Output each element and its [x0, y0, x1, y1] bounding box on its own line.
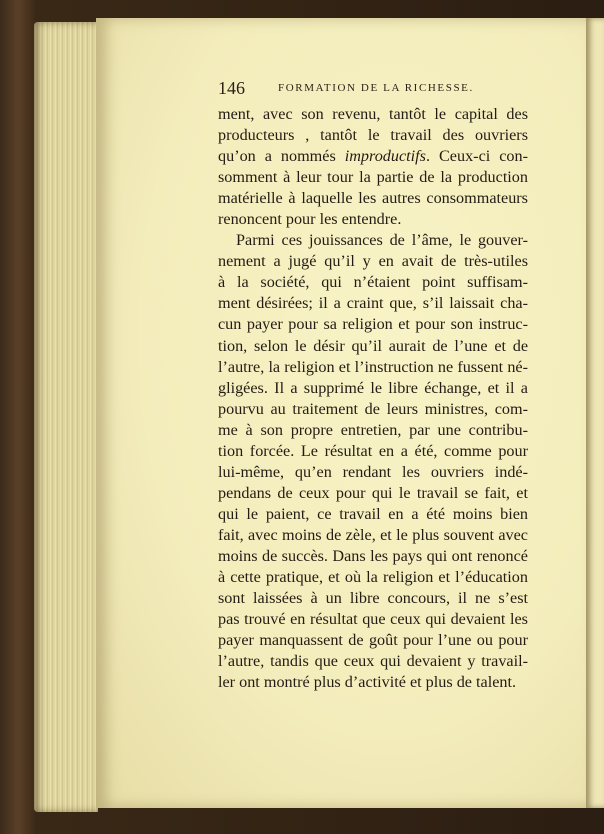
text-line: me à son propre entretien, par une contribu-: [218, 420, 528, 439]
text-line: qui le paient, ce travail en a été moins bien: [218, 504, 528, 523]
page-edges: [34, 22, 98, 812]
text-line: ler ont montré plus d’activité et plus de talent.: [218, 673, 517, 692]
text-line: ment, avec son revenu, tantôt le capital des: [218, 105, 528, 123]
facing-page-edge: [586, 18, 604, 808]
text-line: sont laissées à un libre concours, il ne s’est: [218, 589, 528, 608]
text-line: fait, avec moins de zèle, et le plus souvent avec: [218, 525, 528, 544]
text-line: nement a jugé qu’il y en avait de très-utiles: [218, 252, 528, 271]
text-line: payer manquassent de goût pour l’une ou pour: [218, 631, 528, 650]
text-line: pourvu au traitement de leurs ministres, com-: [218, 399, 528, 418]
text-line: somment à leur tour la partie de la production: [218, 168, 528, 187]
text-line: matérielle à laquelle les autres consommateurs: [218, 189, 528, 208]
text-line: pas trouvé en résultat que ceux qui devaient les: [218, 610, 528, 629]
text-line: moins de succès. Dans les pays qui ont renoncé: [218, 546, 528, 565]
text-line: à cette pratique, et où la religion et l’éducation: [218, 568, 528, 587]
text-line: gligées. Il a supprimé le libre échange, et il a: [218, 378, 528, 397]
text-line: cun payer pour sa religion et pour son instruc-: [218, 315, 528, 334]
text-line: l’autre, la religion et l’instruction ne fussent né-: [218, 357, 528, 376]
text-line: pendans de ceux pour qui le travail se fait, et: [218, 483, 528, 502]
italic-term: improductifs: [344, 147, 426, 166]
text-line: l’autre, tandis que ceux qui devaient y travail-: [218, 652, 528, 671]
page-number: 146: [218, 78, 245, 98]
text-line: renoncent pour les entendre.: [218, 210, 402, 229]
text-line: ment désirées; il a craint que, s’il laissait cha-: [218, 294, 528, 313]
text-line: tion forcée. Le résultat en a été, comme pour: [218, 441, 528, 460]
text-line: Parmi ces jouissances de l’âme, le gouver-: [236, 231, 528, 250]
text-line: producteurs , tantôt le travail des ouvriers: [218, 126, 528, 145]
text-segment: . Ceux-ci con-: [425, 147, 528, 166]
running-title: FORMATION DE LA RICHESSE.: [278, 82, 474, 94]
text-line: lui-même, qu’en rendant les ouvriers indé-: [218, 462, 528, 481]
page-header: [218, 78, 528, 98]
text-line: [218, 146, 528, 167]
text-segment: qu’on a nommés: [218, 147, 345, 166]
text-line: à la société, qui n’étaient point suffisam-: [218, 273, 528, 292]
text-line: tion, selon le désir qu’il aurait de l’une et de: [218, 336, 528, 355]
body-text: [218, 104, 528, 693]
